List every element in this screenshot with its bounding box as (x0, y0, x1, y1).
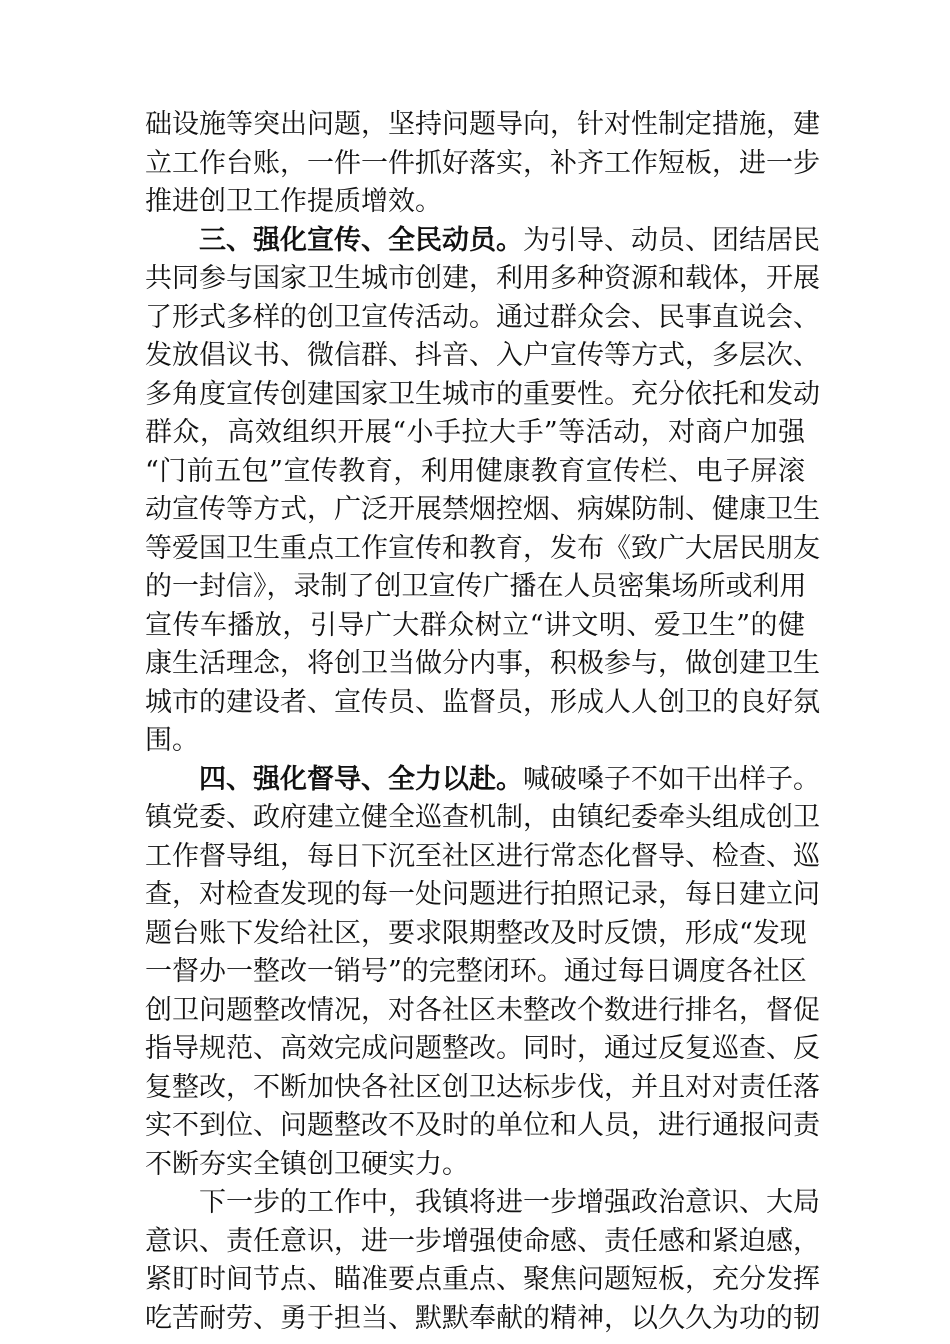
text-line: 工作督导组，每日下沉至社区进行常态化督导、检查、巡 (145, 840, 820, 872)
text-line: 不断夯实全镇创卫硬实力。 (145, 1148, 469, 1180)
text-line (145, 761, 820, 800)
text-line: 镇党委、政府建立健全巡查机制，由镇纪委牵头组成创卫 (145, 802, 820, 833)
section-heading: 四、强化督导、全力以赴。 (199, 763, 523, 795)
text-line: 的一封信》，录制了创卫宣传广播在人员密集场所或利用 (145, 571, 807, 602)
text-line: 等爱国卫生重点工作宣传和教育，发布《致广大居民朋友 (145, 532, 820, 564)
text-line: 意识、责任意识，进一步增强使命感、责任感和紧迫感， (145, 1225, 820, 1257)
text-line: 复整改，不断加快各社区创卫达标步伐，并且对对责任落 (145, 1071, 820, 1103)
text-line: 了形式多样的创卫宣传活动。通过群众会、民事直说会、 (145, 301, 820, 333)
text-line: 一督办一整改一销号”的完整闭环。通过每日调度各社区 (145, 956, 807, 987)
text-line-body: 喊破嗓子不如干出样子。 (523, 763, 820, 795)
text-line-body: 为引导、动员、团结居民 (523, 224, 820, 256)
document-page (145, 106, 820, 1338)
text-line: 围。 (145, 725, 199, 756)
text-line: 动宣传等方式，广泛开展禁烟控烟、病媒防制、健康卫生 (145, 494, 820, 525)
text-line: 发放倡议书、微信群、抖音、入户宣传等方式，多层次、 (145, 340, 820, 371)
paragraph-section-four (145, 761, 820, 1185)
text-line: 推进创卫工作提质增效。 (145, 186, 442, 217)
text-line (145, 222, 820, 261)
text-line: 立工作台账，一件一件抓好落实，补齐工作短板，进一步 (145, 147, 820, 179)
text-line: 宣传车播放，引导广大群众树立“讲文明、爱卫生”的健 (145, 609, 805, 641)
text-line: 题台账下发给社区，要求限期整改及时反馈，形成“发现 (145, 917, 807, 949)
text-line: 础设施等突出问题，坚持问题导向，针对性制定措施，建 (145, 109, 820, 140)
paragraph-section-three (145, 222, 820, 761)
text-line: 共同参与国家卫生城市创建，利用多种资源和载体，开展 (145, 263, 820, 294)
text-line: 查，对检查发现的每一处问题进行拍照记录，每日建立问 (145, 879, 820, 910)
text-line: 康生活理念，将创卫当做分内事，积极参与，做创建卫生 (145, 648, 820, 679)
text-line: 实不到位、问题整改不及时的单位和人员，进行通报问责 (145, 1110, 820, 1141)
text-line: 紧盯时间节点、瞄准要点重点、聚焦问题短板，充分发挥 (145, 1264, 820, 1295)
text-line: 下一步的工作中，我镇将进一步增强政治意识、大局 (199, 1187, 820, 1218)
paragraph-next-steps (145, 1184, 820, 1338)
text-line: 城市的建设者、宣传员、监督员，形成人人创卫的良好氛 (145, 686, 820, 718)
text-line: 吃苦耐劳、勇于担当、默默奉献的精神，以久久为功的韧 (145, 1302, 820, 1334)
paragraph-continuation (145, 106, 820, 222)
text-line: 创卫问题整改情况，对各社区未整改个数进行排名，督促 (145, 994, 820, 1026)
section-heading: 三、强化宣传、全民动员。 (199, 224, 523, 256)
text-line: 群众，高效组织开展“小手拉大手”等活动，对商户加强 (145, 417, 805, 448)
text-line: 多角度宣传创建国家卫生城市的重要性。充分依托和发动 (145, 378, 820, 410)
text-line: 指导规范、高效完成问题整改。同时，通过反复巡查、反 (145, 1033, 820, 1064)
text-line: “门前五包”宣传教育，利用健康教育宣传栏、电子屏滚 (145, 455, 805, 487)
